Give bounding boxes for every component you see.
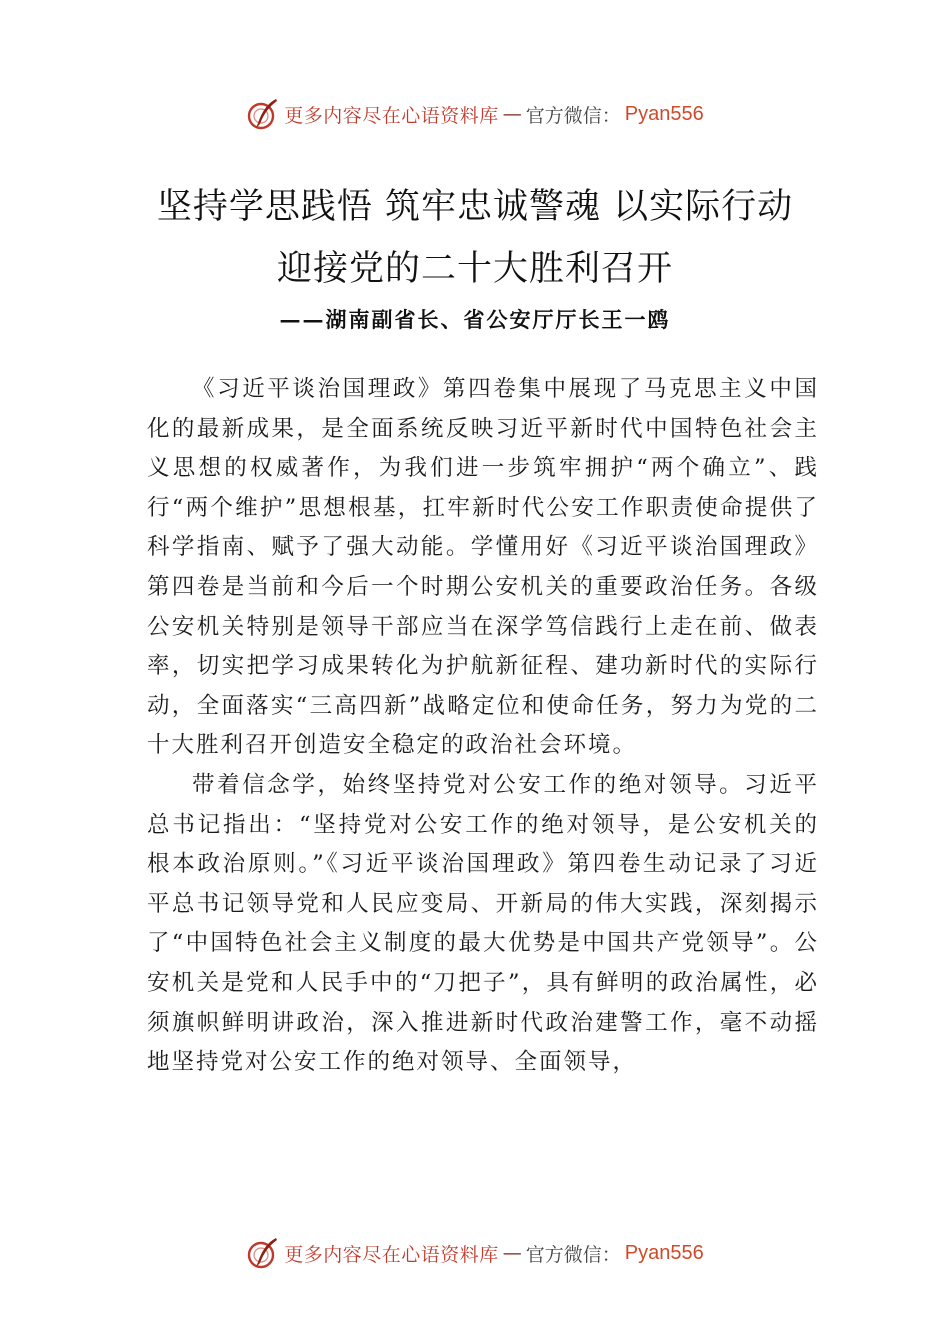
article-body — [147, 370, 819, 1083]
watermark-dash: — — [502, 103, 522, 125]
quill-logo-icon — [246, 1236, 280, 1270]
quill-logo-icon — [246, 97, 280, 131]
article-paragraph-2: 带着信念学，始终坚持党对公安工作的绝对领导。习近平总书记指出：“坚持党对公安工作的绝对领导，是公安机关的根本政治原则。”《习近平谈治国理政》第四卷生动记录了习近平总书记领导党和人民应变局、开新局的伟大实践，深刻揭示了“中国特色社会主义制度的最大优势是中国共产党领导”。公安机关是党和人民手中的“刀把子”，具有鲜明的政治属性，必须旗帜鲜明讲政治，深入推进新时代政治建警工作，毫不动摇地坚持党对公安工作的绝对领导、全面领导， — [147, 771, 819, 1076]
article-title-line-1: 坚持学思践悟 筑牢忠诚警魂 以实际行动 — [156, 187, 794, 227]
article-subtitle: ——湖南副省长、省公安厅厅长王一鸥 — [279, 307, 671, 332]
watermark-text: 更多内容尽在心语资料库 — [284, 104, 499, 127]
watermark-text: 更多内容尽在心语资料库 — [284, 1243, 499, 1266]
watermark-dash: — — [502, 1242, 522, 1264]
watermark-banner-bottom — [0, 1233, 950, 1273]
article-paragraph-1: 《习近平谈治国理政》第四卷集中展现了马克思主义中国化的最新成果，是全面系统反映习近平新时代中国特色社会主义思想的权威著作，为我们进一步筑牢拥护“两个确立”、践行“两个维护”思想根基，扛牢新时代公安工作职责使命提供了科学指南、赋予了强大动能。学懂用好《习近平谈治国理政》第四卷是当前和今后一个时期公安机关的重要政治任务。各级公安机关特别是领导干部应当在深学笃信践行上走在前、做表率，切实把学习成果转化为护航新征程、建功新时代的实际行动，全面落实“三高四新”战略定位和使命任务，努力为党的二十大胜利召开创造安全稳定的政治社会环境。 — [147, 376, 819, 759]
watermark-wechat-label: 官方微信： — [525, 1243, 621, 1266]
watermark-wechat-id: Pyan556 — [624, 102, 704, 125]
article-title-line-2: 迎接党的二十大胜利召开 — [276, 249, 673, 289]
watermark-wechat-label: 官方微信： — [525, 104, 621, 127]
watermark-banner-top — [0, 94, 950, 134]
watermark-wechat-id: Pyan556 — [624, 1241, 704, 1264]
